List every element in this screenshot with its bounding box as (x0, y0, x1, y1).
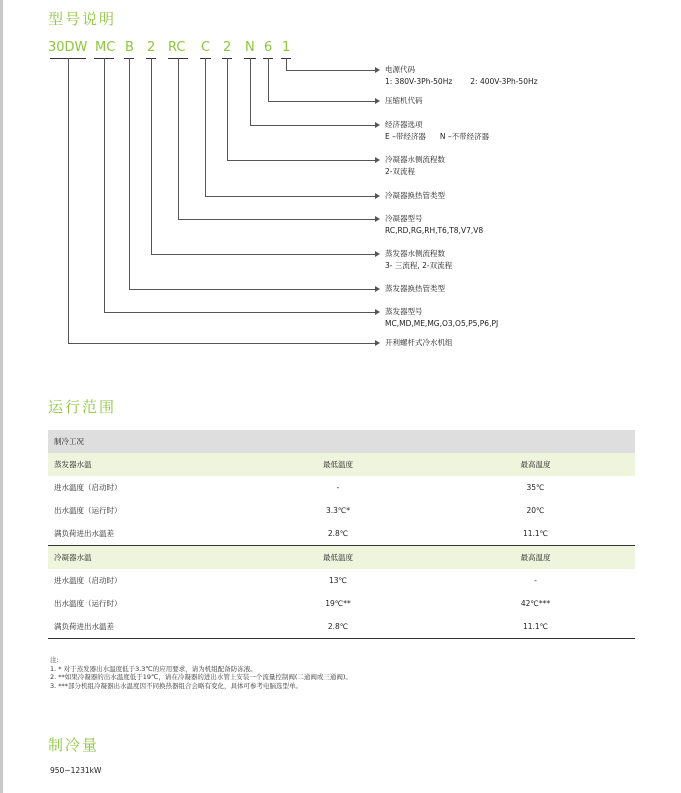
capacity-range: 950~1231kW (50, 766, 102, 775)
code-part-evaporator-tube: B (125, 40, 134, 55)
desc-condenser-model: 冷凝器型号 RC,RD,RG,RH,T6,T8,V7,V8 (385, 214, 484, 235)
code-part-compressor: 6 (264, 40, 273, 55)
condenser-header-row (48, 546, 635, 570)
leader-line (268, 101, 375, 102)
table-row (48, 615, 635, 639)
table-row (48, 592, 635, 615)
operating-range-table (48, 430, 635, 639)
leader-line (227, 160, 375, 161)
leader-line (129, 58, 130, 289)
row-max: - (534, 576, 537, 585)
arrow-icon (375, 286, 380, 292)
arrow-icon (375, 340, 380, 346)
row-name: 进水温度（启动时） (54, 576, 122, 585)
arrow-icon (375, 216, 380, 222)
note-item: 1. * 对于蒸发器出水温度低于3.3℃的应用要求，请为机组配备防冻液。 (50, 664, 257, 673)
code-part-economizer: N (245, 40, 255, 55)
condenser-min-label: 最低温度 (240, 546, 436, 570)
leader-line (286, 58, 287, 70)
leader-line (250, 125, 375, 126)
desc-economizer-option: 经济器选项 E –带经济器 N –不带经济器 (385, 120, 490, 141)
leader-line (68, 58, 69, 343)
table-header-row (48, 430, 635, 453)
row-max: 11.1℃ (522, 529, 549, 538)
leader-line (129, 289, 375, 290)
table-row (48, 499, 635, 522)
code-part-power: 1 (282, 40, 291, 55)
desc-power-code: 电源代码 1: 380V-3Ph-50Hz 2: 400V-3Ph-50Hz (385, 65, 538, 86)
leader-line (268, 58, 269, 101)
arrow-icon (375, 251, 380, 257)
code-part-condenser-pass: 2 (223, 40, 232, 55)
section-title-capacity: 制冷量 (48, 736, 100, 754)
row-min: 2.8℃ (327, 529, 349, 538)
table-header-label: 制冷工况 (48, 430, 635, 453)
leader-line (178, 219, 375, 220)
note-item: 2. **如果冷凝器的出水温度低于19℃，请在冷凝器的进出水管上安装一个流量控制阀(二通阀或三通阀)。 (50, 673, 352, 681)
row-name: 出水温度（运行时） (54, 599, 122, 608)
leader-line (250, 58, 251, 125)
row-name: 进水温度（启动时） (54, 483, 122, 492)
row-max: 35℃ (526, 483, 545, 492)
condenser-label: 冷凝器水温 (48, 546, 240, 570)
leader-line (227, 58, 228, 160)
desc-compressor-code: 压缩机代码 (385, 96, 423, 105)
desc-evaporator-model: 蒸发器型号 MC,MD,ME,MG,O3,O5,P5,P6,PJ (385, 307, 499, 328)
row-name: 满负荷进出水温差 (54, 529, 114, 538)
row-name: 出水温度（运行时） (54, 506, 122, 515)
row-max: 11.1℃ (522, 622, 549, 631)
table-row (48, 522, 635, 546)
leader-line (68, 343, 375, 344)
row-name: 满负荷进出水温差 (54, 622, 114, 631)
evaporator-header-row (48, 453, 635, 476)
leader-line (178, 58, 179, 219)
arrow-icon (375, 122, 380, 128)
code-part-evaporator-model: MC (95, 40, 116, 55)
desc-evaporator-tube: 蒸发器换热管类型 (385, 284, 445, 293)
arrow-icon (375, 157, 380, 163)
row-min: 3.3℃* (325, 506, 351, 515)
row-min: - (336, 483, 340, 492)
leader-line (104, 58, 105, 312)
condenser-max-label: 最高温度 (436, 546, 635, 570)
arrow-icon (375, 98, 380, 104)
desc-condenser-tube: 冷凝器换热管类型 (385, 191, 445, 200)
leader-line (151, 58, 152, 254)
table-row (48, 476, 635, 499)
page-left-rule (0, 0, 3, 793)
desc-evaporator-pass: 蒸发器水侧流程数 3- 三流程, 2-双流程 (385, 249, 453, 270)
arrow-icon (375, 193, 380, 199)
code-part-evaporator-pass: 2 (147, 40, 156, 55)
section-title-model: 型号说明 (48, 10, 117, 28)
desc-condenser-pass: 冷凝器水侧流程数 2-双流程 (385, 155, 445, 176)
section-title-range: 运行范围 (48, 398, 117, 416)
arrow-icon (375, 67, 380, 73)
row-min: 2.8℃ (327, 622, 349, 631)
notes (50, 656, 352, 690)
code-part-condenser-model: RC (168, 40, 186, 55)
row-max: 42℃*** (520, 599, 551, 608)
table-row (48, 569, 635, 592)
row-min: 19℃** (325, 599, 351, 608)
evaporator-max-label: 最高温度 (436, 453, 635, 476)
leader-line (286, 70, 375, 71)
code-part-condenser-tube: C (201, 40, 211, 55)
arrow-icon (375, 309, 380, 315)
row-max: 20℃ (526, 506, 545, 515)
code-part-series: 30DW (48, 40, 88, 55)
leader-line (205, 58, 206, 196)
leader-line (104, 312, 375, 313)
evaporator-min-label: 最低温度 (240, 453, 436, 476)
leader-line (205, 196, 375, 197)
row-min: 13℃ (329, 576, 347, 585)
note-item: 3. ***部分机组冷凝器出水温度因不同换热器组合会略有变化，具体可参考电脑选型单。 (50, 681, 303, 690)
evaporator-label: 蒸发器水温 (48, 453, 240, 476)
notes-title: 注: (50, 656, 59, 664)
desc-series: 开利螺杆式冷水机组 (385, 338, 453, 347)
leader-line (151, 254, 375, 255)
